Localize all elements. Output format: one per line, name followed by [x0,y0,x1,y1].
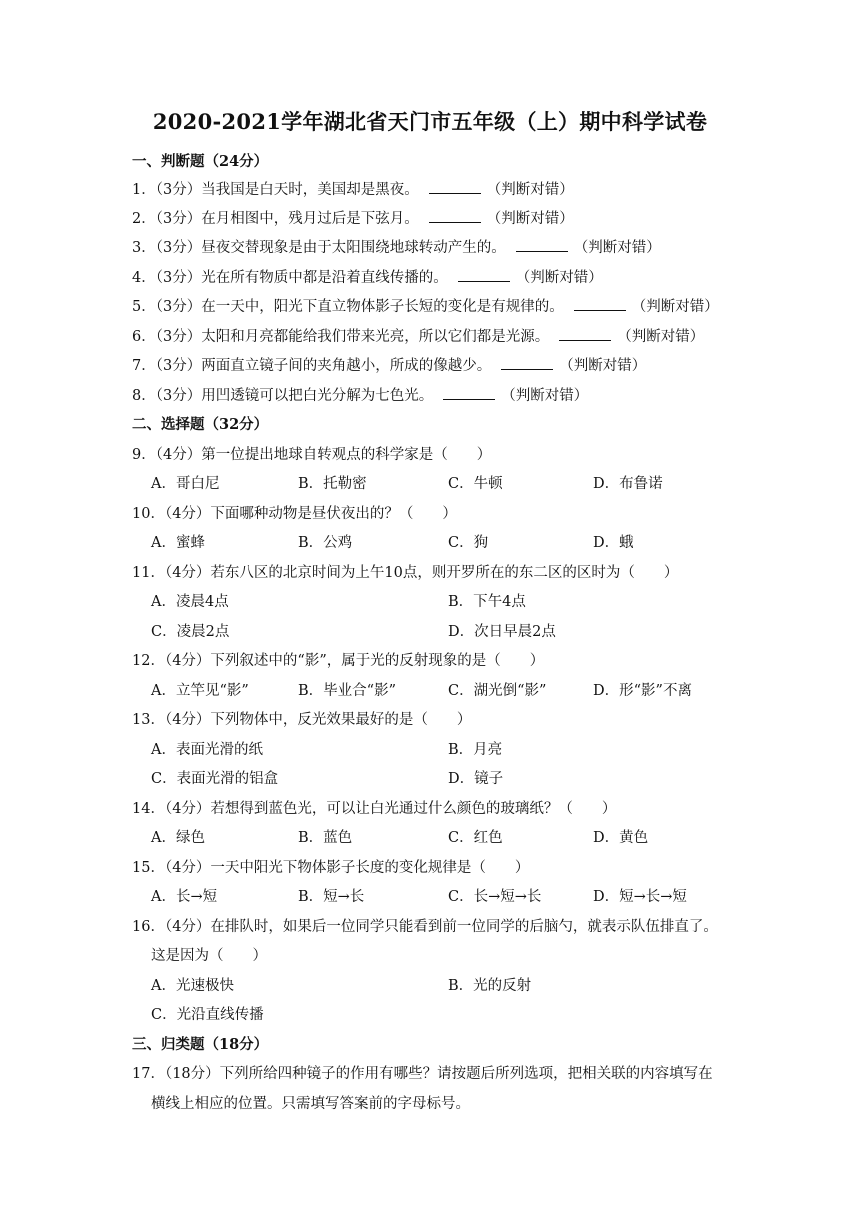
option-b[interactable]: B．公鸡 [298,535,353,551]
option-d[interactable]: D．蛾 [593,535,634,551]
judge-question-7 [132,354,646,375]
option-c[interactable]: C．牛顿 [448,476,503,492]
answer-blank[interactable] [429,179,481,194]
option-c[interactable]: C．狗 [448,535,489,551]
choice-question-13: 13．（4分）下列物体中，反光效果最好的是（ ） [132,712,472,728]
option-c[interactable]: C．光沿直线传播 [151,1007,264,1023]
option-a[interactable]: A．立竿见“影” [151,683,249,699]
answer-blank[interactable] [559,326,611,341]
option-b[interactable]: B．下午4点 [448,594,526,610]
question-text: 6．（3分）太阳和月亮都能给我们带来光亮，所以它们都是光源。 [132,329,550,345]
option-b[interactable]: B．托勒密 [298,476,367,492]
choice-question-12: 12．（4分）下列叙述中的“影”，属于光的反射现象的是（ ） [132,653,545,669]
judge-question-4 [132,266,603,287]
section-heading-classify: 三、归类题（18分） [132,1036,269,1053]
option-b[interactable]: B．短→长 [298,889,365,905]
question-text: 3．（3分）昼夜交替现象是由于太阳围绕地球转动产生的。 [132,240,506,256]
option-b[interactable]: B．月亮 [448,742,503,758]
option-b[interactable]: B．光的反射 [448,978,532,994]
option-a[interactable]: A．光速极快 [151,978,234,994]
option-c[interactable]: C．红色 [448,830,503,846]
section-heading-judge: 一、判断题（24分） [132,153,269,170]
choice-question-14: 14．（4分）若想得到蓝色光，可以让白光通过什么颜色的玻璃纸？（ ） [132,801,617,817]
answer-blank[interactable] [429,208,481,223]
choice-question-9: 9．（4分）第一位提出地球自转观点的科学家是（ ） [132,447,492,463]
option-a[interactable]: A．哥白尼 [151,476,220,492]
judge-hint: （判断对错） [631,299,719,315]
choice-question-11: 11．（4分）若东八区的北京时间为上午10点，则开罗所在的东二区的区时为（ ） [132,565,679,581]
option-d[interactable]: D．镜子 [448,771,504,787]
question-text: 8．（3分）用凹透镜可以把白光分解为七色光。 [132,388,434,404]
question-text: 2．（3分）在月相图中，残月过后是下弦月。 [132,211,419,227]
option-a[interactable]: A．绿色 [151,830,205,846]
judge-question-1 [132,178,574,199]
option-c[interactable]: C．湖光倒“影” [448,683,547,699]
question-text: 5．（3分）在一天中，阳光下直立物体影子长短的变化是有规律的。 [132,299,564,315]
option-d[interactable]: D．布鲁诺 [593,476,663,492]
option-a[interactable]: A．凌晨4点 [151,594,229,610]
judge-question-3 [132,236,661,257]
judge-question-6 [132,325,704,346]
option-a[interactable]: A．蜜蜂 [151,535,205,551]
choice-question-16: 16．（4分）在排队时，如果后一位同学只能看到前一位同学的后脑勺，就表示队伍排直了。 [132,919,718,935]
judge-hint: （判断对错） [515,270,603,286]
option-b[interactable]: B．毕业合“影” [298,683,396,699]
judge-hint: （判断对错） [559,358,647,374]
question-text: 7．（3分）两面直立镜子间的夹角越小，所成的像越少。 [132,358,492,374]
answer-blank[interactable] [501,355,553,370]
option-d[interactable]: D．短→长→短 [593,889,687,905]
option-d[interactable]: D．形“影”不离 [593,683,692,699]
choice-question-10: 10．（4分）下面哪种动物是昼伏夜出的？（ ） [132,506,457,522]
option-b[interactable]: B．蓝色 [298,830,353,846]
judge-question-8 [132,384,588,405]
option-c[interactable]: C．表面光滑的铝盒 [151,771,279,787]
answer-blank[interactable] [574,296,626,311]
judge-hint: （判断对错） [486,182,574,198]
option-d[interactable]: D．黄色 [593,830,649,846]
classify-question-17: 17．（18分）下列所给四种镜子的作用有哪些？请按题后所列选项，把相关联的内容填写在 [132,1066,713,1082]
option-c[interactable]: C．凌晨2点 [151,624,230,640]
judge-question-2 [132,207,574,228]
classify-question-17-continued: 横线上相应的位置。只需填写答案前的字母标号。 [151,1096,470,1112]
option-d[interactable]: D．次日早晨2点 [448,624,556,640]
question-text: 4．（3分）光在所有物质中都是沿着直线传播的。 [132,270,448,286]
question-text: 1．（3分）当我国是白天时，美国却是黑夜。 [132,182,419,198]
answer-blank[interactable] [458,267,510,282]
answer-blank[interactable] [516,237,568,252]
answer-blank[interactable] [443,385,495,400]
judge-hint: （判断对错） [486,211,574,227]
section-heading-choice: 二、选择题（32分） [132,416,269,433]
option-c[interactable]: C．长→短→长 [448,889,542,905]
judge-hint: （判断对错） [501,388,589,404]
page-title: 2020-2021学年湖北省天门市五年级（上）期中科学试卷 [152,109,708,134]
choice-question-15: 15．（4分）一天中阳光下物体影子长度的变化规律是（ ） [132,860,530,876]
judge-hint: （判断对错） [617,329,705,345]
option-a[interactable]: A．表面光滑的纸 [151,742,263,758]
judge-question-5 [132,295,719,316]
choice-question-16-continued: 这是因为（ ） [151,948,267,964]
judge-hint: （判断对错） [573,240,661,256]
option-a[interactable]: A．长→短 [151,889,218,905]
